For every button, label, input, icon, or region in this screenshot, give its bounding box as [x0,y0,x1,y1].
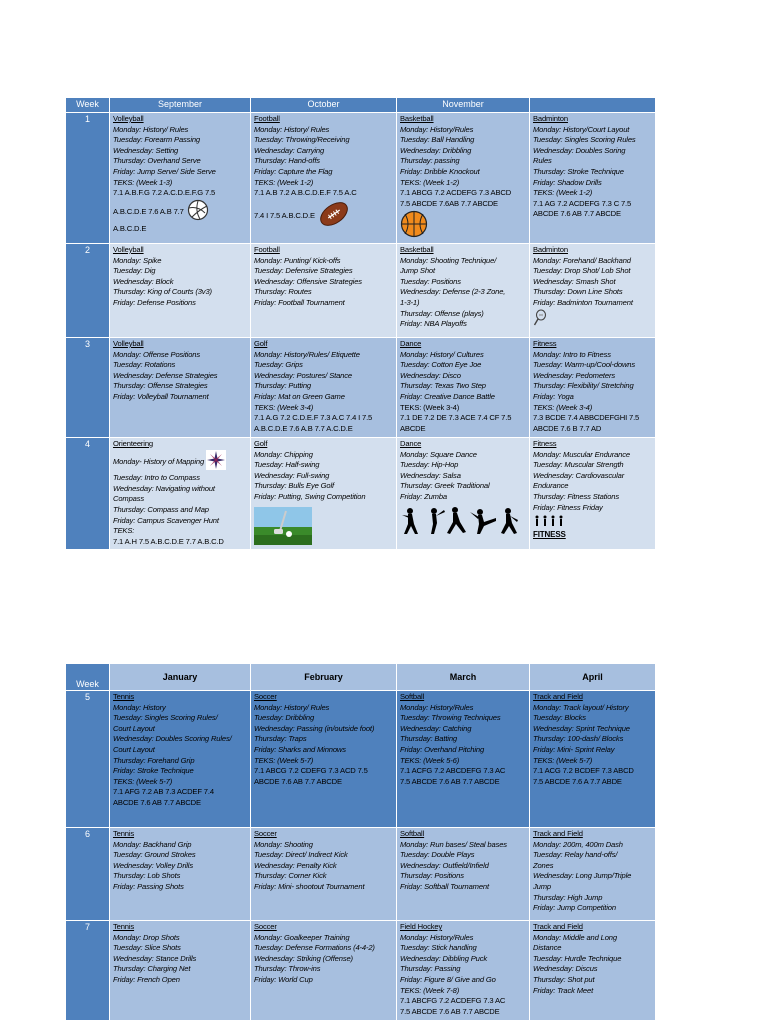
schedule-line: Friday: Softball Tournament [400,881,489,891]
teks-line: ABCDE [400,423,426,433]
schedule-line: Tuesday: Grips [254,360,303,370]
schedule-line: Wednesday: Smash Shot [533,276,616,286]
schedule-line: Tuesday: Rotations [113,360,176,370]
lesson-cell [530,243,656,337]
schedule-line: Monday: Middle and Long [533,932,617,942]
schedule-line: Monday: Run bases/ Steal bases [400,839,507,849]
sport-name: Football [254,244,280,254]
week-number: 5 [66,691,110,828]
teks-line: A.B.C.D.E 7.6 A.B 7.7 A.C.D.E [254,423,353,433]
schedule-line: Tuesday: Defense Formations (4-4-2) [254,943,375,953]
sport-name: Golf [254,338,268,348]
table-row [66,691,656,828]
schedule-line: Friday: Fitness Friday [533,502,603,512]
schedule-line: Thursday: Charging Net [113,964,191,974]
schedule-line: Tuesday: Blocks [533,713,586,723]
schedule-line: Tuesday: Defensive Strategies [254,266,353,276]
sport-name: Basketball [400,244,434,254]
teks-line: ABCDE 7.6 AB 7.7 ABCDE [533,209,621,219]
schedule-line: Friday: Campus Scavenger Hunt [113,515,219,525]
week-column-header: Week [66,664,110,691]
month-column-header: September [110,98,251,113]
teks-line: ABCDE 7.6 AB 7.7 ABCDE [254,776,342,786]
schedule-line: Tuesday: Slice Shots [113,943,181,953]
teks-line: A.B.C.D.E 7.6 A.B 7.7 [113,199,247,225]
schedule-line: Friday: Stroke Technique [113,766,194,776]
schedule-line: Friday: Jump Serve/ Side Serve [113,166,216,176]
schedule-line: Thursday: Passing [400,964,461,974]
schedule-line: Monday: 200m, 400m Dash [533,839,623,849]
sport-name: Tennis [113,829,135,838]
schedule-line: Monday: Chipping [254,449,313,459]
schedule-line: Thursday: Batting [400,734,457,744]
schedule-line: Wednesday: Setting [113,145,179,155]
schedule-line: Friday: Zumba [400,491,448,501]
teks-line: TEKS: (Week 3-4) [400,402,460,412]
schedule-line: Monday: Offense Positions [113,349,201,359]
schedule-line: TEKS: (Week 5-7) [113,776,173,786]
schedule-line: Friday: NBA Playoffs [400,319,467,329]
schedule-line: Wednesday: Catching [400,723,472,733]
schedule-line: Wednesday: Stance Drills [113,953,197,963]
schedule-line: Wednesday: Offensive Strategies [254,276,362,286]
schedule-line: Thursday: King of Courts (3v3) [113,287,212,297]
month-column-header: April [530,664,656,691]
week-number: 1 [66,113,110,244]
schedule-line: Tuesday: Double Plays [400,850,475,860]
sport-name: Orienteering [113,438,153,448]
schedule-line: Wednesday: Disco [400,370,461,380]
schedule-line: TEKS: (Week 1-2) [254,177,314,187]
schedule-line: TEKS: (Week 1-2) [533,188,593,198]
lesson-cell [110,113,251,244]
lesson-cell [110,691,251,828]
racket-icon [533,309,652,331]
schedule-line: Friday: Dribble Knockout [400,166,480,176]
schedule-line: TEKS: (Week 1-3) [113,177,173,187]
schedule-line: Wednesday: Discus [533,964,598,974]
schedule-line: Distance [533,943,562,953]
schedule-line: Tuesday: Singles Scoring Rules/ [113,713,218,723]
schedule-line: Monday: History/ Rules [254,124,330,134]
schedule-line: Thursday: High Jump [533,892,603,902]
schedule-line: Friday: Overhand Pitching [400,744,485,754]
schedule-line: Thursday: Hand-offs [254,156,320,166]
sport-name: Track and Field [533,829,583,838]
table-row [66,921,656,1021]
schedule-line: Monday- History of Mapping [113,450,247,474]
schedule-line: 1-3-1) [400,297,420,307]
volleyball-icon [186,199,210,225]
schedule-line: Thursday: Stroke Technique [533,166,624,176]
schedule-line: Tuesday: Drop Shot/ Lob Shot [533,266,631,276]
schedule-line: Monday: Forehand/ Backhand [533,255,631,265]
schedule-line: Thursday: Corner Kick [254,871,327,881]
schedule-line: Thursday: Fitness Stations [533,491,619,501]
sport-name: Badminton [533,244,568,254]
teks-line: 7.3 BCDE 7.4 ABBCDEFGHI 7.5 [533,413,640,423]
sport-name: Fitness [533,438,557,448]
teks-line: 7.1 A.B 7.2 A.B.C.D.E.F 7.5 A.C [254,188,357,198]
schedule-line: Friday: Track Meet [533,985,594,995]
schedule-line: Thursday: Lob Shots [113,871,181,881]
schedule-line: Monday: History/Rules [400,932,474,942]
golf-icon [254,507,393,549]
sport-name: Track and Field [533,692,583,701]
schedule-line: Monday: Spike [113,255,162,265]
sport-name: Tennis [113,692,135,701]
week-number: 3 [66,337,110,437]
schedule-line: TEKS: (Week 7-8) [400,985,460,995]
schedule-line: Monday: History/Rules/ Etiquette [254,349,360,359]
schedule-line: TEKS: (Week 3-4) [254,402,314,412]
schedule-line: Friday: Passing Shots [113,881,184,891]
teks-line: 7.5 ABCDE 7.6AB 7.7 ABCDE [400,198,498,208]
schedule-line: Tuesday: Intro to Compass [113,473,200,483]
schedule-line: Tuesday: Dig [113,266,156,276]
sport-name: Volleyball [113,244,144,254]
week-number: 7 [66,921,110,1021]
week-number: 4 [66,437,110,549]
schedule-line: Thursday: Offense Strategies [113,381,208,391]
lesson-cell [397,921,530,1021]
sport-name: Golf [254,438,268,448]
schedule-line: Friday: Mini- Sprint Relay [533,744,615,754]
schedule-line: Wednesday: Dibbling Puck [400,953,488,963]
schedule-line: Tuesday: Direct/ Indirect Kick [254,850,348,860]
schedule-line: Compass [113,494,145,504]
sport-name: Dance [400,438,422,448]
schedule-line: Wednesday: Defense (2-3 Zone, [400,287,506,297]
schedule-line: Thursday: Bulls Eye Golf [254,481,334,491]
teks-line: 7.1 A.G 7.2 C.D.E.F 7.3 A.C 7.4 I 7.5 [254,413,373,423]
schedule-line: Friday: Creative Dance Battle [400,391,495,401]
schedule-line: Tuesday: Muscular Strength [533,460,624,470]
teks-line: 7.1 ABCG 7.2 ACDEFG 7.3 ABCD [400,188,512,198]
teks-line: 7.4 I 7.5 A.B.C.D.E [254,199,393,233]
teks-line: 7.1 ABCFG 7.2 ACDEFG 7.3 AC [400,996,506,1006]
month-column-header: March [397,664,530,691]
schedule-line: TEKS: (Week 5-7) [533,755,593,765]
schedule-line: Thursday: Greek Traditional [400,481,490,491]
lesson-cell [251,243,397,337]
schedule-line: Friday: Sharks and Minnows [254,744,346,754]
schedule-line: Monday: Intro to Fitness [533,349,611,359]
schedule-line: Tuesday: Throwing Techniques [400,713,501,723]
month-column-header [530,98,656,113]
teks-line: 7.1 ACG 7.2 BCDEF 7.3 ABCD [533,766,634,776]
schedule-line: Thursday: Flexibility/ Stretching [533,381,634,391]
schedule-line: Thursday: Compass and Map [113,504,209,514]
sport-name: Soccer [254,922,277,931]
teks-line: 7.1 DE 7.2 DE 7.3 ACE 7.4 CF 7.5 [400,413,512,423]
teks-line: ABCDE 7.6 AB 7.7 ABCDE [113,797,201,807]
sport-name: Basketball [400,114,434,123]
schedule-line: Monday: Backhand Grip [113,839,192,849]
schedule-line: Wednesday: Passing (in/outside foot) [254,723,375,733]
schedule-line: Tuesday: Positions [400,276,461,286]
schedule-line: Friday: Putting, Swing Competition [254,491,366,501]
schedule-line: Thursday: Shot put [533,974,595,984]
sport-name: Dance [400,338,422,348]
teks-line: 7.5 ABCDE 7.6 AB 7.7 ABCDE [400,776,500,786]
schedule-line: Wednesday: Block [113,276,174,286]
lesson-cell [530,691,656,828]
schedule-line: Thursday: Down Line Shots [533,287,623,297]
lesson-cell [110,828,251,921]
lesson-cell [251,437,397,549]
sport-name: Track and Field [533,922,583,931]
teks-line: ABCDE 7.6 B 7.7 AD [533,423,602,433]
schedule-line: Tuesday: Cotton Eye Joe [400,360,482,370]
dancers-icon [400,506,526,540]
table-row [66,437,656,549]
schedule-line: Monday: Drop Shots [113,932,180,942]
schedule-line: Monday: History/Rules [400,702,474,712]
lesson-cell [530,437,656,549]
lesson-cell [397,828,530,921]
table-row [66,337,656,437]
schedule-line: Monday: History [113,702,166,712]
schedule-line: Monday: Muscular Endurance [533,449,630,459]
schedule-line: Wednesday: Pedometers [533,370,615,380]
lesson-cell [110,437,251,549]
schedule-line: Wednesday: Postures/ Stance [254,370,352,380]
basketball-icon [400,210,526,242]
schedule-line: Tuesday: Hip-Hop [400,460,459,470]
schedule-line: Thursday: Positions [400,871,464,881]
schedule-line: Thursday: Texas Two Step [400,381,486,391]
schedule-line: Friday: Figure 8/ Give and Go [400,974,496,984]
week-number: 6 [66,828,110,921]
table-row [66,828,656,921]
month-column-header: January [110,664,251,691]
schedule-line: Wednesday: Sprint Technique [533,723,630,733]
schedule-line: Wednesday: Defense Strategies [113,370,218,380]
sport-name: Volleyball [113,114,144,123]
schedule-line: Rules [533,156,552,166]
schedule-line: Wednesday: Doubles Scoring Rules/ [113,734,232,744]
week-number: 2 [66,243,110,337]
lesson-cell [397,691,530,828]
schedule-line: Friday: French Open [113,974,180,984]
schedule-line: Endurance [533,481,569,491]
teks-line: 7.1 ACFG 7.2 ABCDEFG 7.3 AC [400,766,506,776]
schedule-line: Wednesday: Penalty Kick [254,860,337,870]
lesson-cell [397,243,530,337]
schedule-line: Monday: Shooting Technique/ [400,255,497,265]
schedule-line: Wednesday: Full-swing [254,470,330,480]
schedule-line: TEKS: (Week 5-6) [400,755,460,765]
month-column-header: October [251,98,397,113]
sport-name: Soccer [254,692,277,701]
schedule-line: Thursday: Routes [254,287,312,297]
schedule-line: Tuesday: Hurdle Technique [533,953,622,963]
schedule-line: Friday: Mat on Green Game [254,391,345,401]
schedule-line: Friday: Mini- shootout Tournament [254,881,365,891]
schedule-line: Thursday: passing [400,156,460,166]
sport-name: Football [254,114,280,123]
month-column-header: February [251,664,397,691]
lesson-cell [397,437,530,549]
schedule-line: Wednesday: Salsa [400,470,461,480]
schedule-line: Tuesday: Throwing/Receiving [254,135,350,145]
sport-name: Volleyball [113,338,144,348]
lesson-cell [251,691,397,828]
schedule-line: Monday: Punting/ Kick-offs [254,255,341,265]
schedule-line: Wednesday: Long Jump/Triple [533,871,632,881]
curriculum-table-fall [65,97,656,550]
teks-line: 7.5 ABCDE 7.6 A 7.7 ABDE [533,776,622,786]
schedule-line: Tuesday: Stick handling [400,943,477,953]
table-row [66,113,656,244]
schedule-line: Tuesday: Ball Handling [400,135,475,145]
schedule-line: Monday: History/Court Layout [533,124,630,134]
lesson-cell [251,337,397,437]
lesson-cell [530,113,656,244]
teks-line: 7.1 A.B.F.G 7.2 A.C.D.E.F.G 7.5 [113,188,216,198]
schedule-line: Monday: History/ Rules [254,702,330,712]
schedule-line: Friday: Yoga [533,391,574,401]
schedule-line: Wednesday: Outfield/Infield [400,860,489,870]
schedule-line: Thursday: Throw-ins [254,964,321,974]
teks-line: A.B.C.D.E [113,224,147,234]
schedule-line: TEKS: (Week 1-2) [400,177,460,187]
schedule-line: Friday: Badminton Tournament [533,297,633,307]
schedule-line: Thursday: Forehand Grip [113,755,195,765]
schedule-line: Thursday: 100-dash/ Blocks [533,734,624,744]
schedule-line: TEKS: (Week 5-7) [254,755,314,765]
month-column-header: November [397,98,530,113]
week-column-header: Week [66,98,110,113]
schedule-line: Monday: History/Rules [400,124,474,134]
teks-line: 7.1 AG 7.2 ACDEFG 7.3 C 7.5 [533,198,632,208]
lesson-cell [530,337,656,437]
lesson-cell [530,921,656,1021]
schedule-line: Friday: Shadow Drills [533,177,602,187]
schedule-line: Friday: Football Tournament [254,297,345,307]
sport-name: Fitness [533,338,557,348]
schedule-line: Monday: Shooting [254,839,313,849]
schedule-line: Monday: Goalkeeper Training [254,932,350,942]
schedule-line: Wednesday: Dribbling [400,145,472,155]
schedule-line: Thursday: Overhand Serve [113,156,201,166]
schedule-line: Wednesday: Volley Drills [113,860,193,870]
table-row [66,243,656,337]
schedule-line: TEKS: [113,526,135,536]
lesson-cell [530,828,656,921]
sport-name: Softball [400,829,425,838]
schedule-line: Court Layout [113,744,155,754]
schedule-line: Friday: Defense Positions [113,297,196,307]
teks-line: 7.1 ABCG 7.2 CDEFG 7.3 ACD 7.5 [254,766,368,776]
compass-icon [206,450,226,474]
schedule-line: Monday: History/ Cultures [400,349,484,359]
schedule-line: Wednesday: Striking (Offense) [254,953,353,963]
schedule-line: Thursday: Traps [254,734,307,744]
sport-name: Softball [400,692,425,701]
lesson-cell [251,113,397,244]
schedule-line: Friday: Jump Competition [533,903,616,913]
schedule-line: Monday: Track layout/ History [533,702,629,712]
lesson-cell [110,337,251,437]
schedule-line: Friday: Capture the Flag [254,166,333,176]
schedule-line: Tuesday: Relay hand-offs/ [533,850,618,860]
fitness-icon: FITNESS [533,515,652,539]
teks-line: 7.1 A.H 7.5 A.B.C.D.E 7.7 A.B.C.D [113,536,224,546]
schedule-line: Friday: World Cup [254,974,313,984]
sport-name: Badminton [533,114,568,123]
schedule-line: Wednesday: Doubles Soring [533,145,626,155]
schedule-line: Thursday: Offense (plays) [400,308,484,318]
curriculum-table-spring [65,663,656,1021]
schedule-line: TEKS: (Week 3-4) [533,402,593,412]
sport-name: Tennis [113,922,135,931]
lesson-cell [397,337,530,437]
sport-name: Soccer [254,829,277,838]
schedule-line: Tuesday: Warm-up/Cool-downs [533,360,636,370]
schedule-line: Wednesday: Navigating without [113,483,215,493]
schedule-line: Tuesday: Forearm Passing [113,135,200,145]
schedule-line: Jump Shot [400,266,435,276]
schedule-line: Jump [533,881,551,891]
schedule-line: Wednesday: Cardiovascular [533,470,625,480]
lesson-cell [110,921,251,1021]
schedule-line: Tuesday: Singles Scoring Rules [533,135,636,145]
sport-name: Field Hockey [400,922,443,931]
football-icon [317,199,351,233]
lesson-cell [251,828,397,921]
teks-line: 7.1 AFG 7.2 AB 7.3 ACDEF 7.4 [113,787,214,797]
schedule-line: Court Layout [113,723,155,733]
lesson-cell [251,921,397,1021]
teks-line: 7.5 ABCDE 7.6 AB 7.7 ABCDE [400,1006,500,1016]
schedule-line: Wednesday: Carrying [254,145,325,155]
schedule-line: Monday: Square Dance [400,449,477,459]
schedule-line: Friday: Volleyball Tournament [113,391,209,401]
schedule-line: Thursday: Putting [254,381,311,391]
schedule-line: Zones [533,860,554,870]
lesson-cell [110,243,251,337]
schedule-line: Tuesday: Ground Strokes [113,850,196,860]
schedule-line: Tuesday: Half-swing [254,460,320,470]
schedule-line: Tuesday: Dribbling [254,713,315,723]
schedule-line: Monday: History/ Rules [113,124,189,134]
lesson-cell [397,113,530,244]
